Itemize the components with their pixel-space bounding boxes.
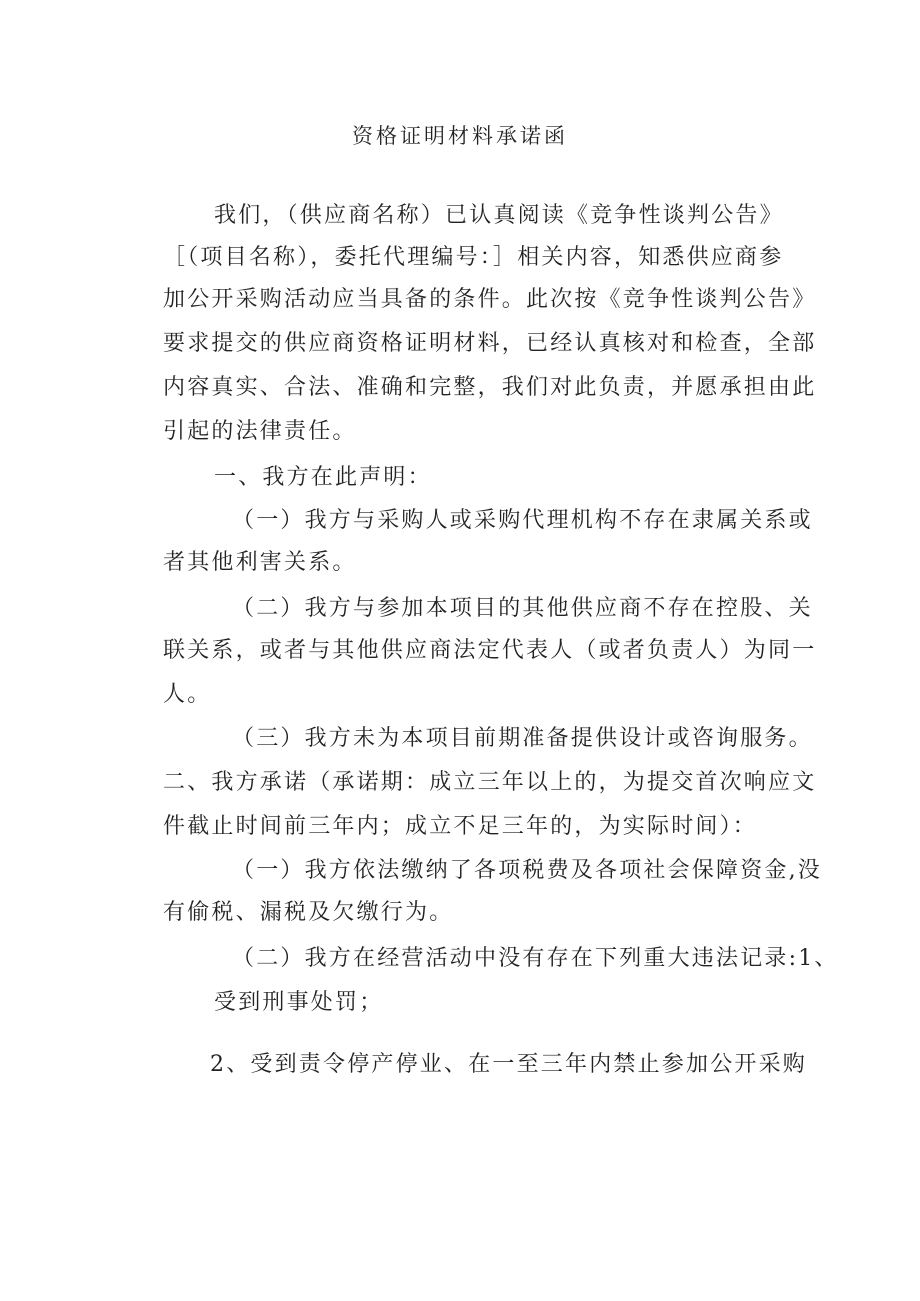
page-title: 资格证明材料承诺函 — [352, 124, 568, 148]
paragraph-line: 件截止时间前三年内；成立不足三年的，为实际时间）： — [163, 814, 758, 839]
paragraph-line: 我们，（供应商名称）已认真阅读《竞争性谈判公告》 — [214, 203, 784, 228]
paragraph-line: 2、受到责令停产停业、在一至三年内禁止参加公开采购 — [210, 1052, 807, 1077]
paragraph-line: （二）我方在经营活动中没有存在下列重大违法记录:1、 — [232, 946, 839, 971]
paragraph-line: （一）我方与采购人或采购代理机构不存在隶属关系或 — [232, 508, 813, 533]
paragraph-line: 加公开采购活动应当具备的条件。此次按《竞争性谈判公告》 — [163, 287, 817, 312]
paragraph-line: （三）我方未为本项目前期准备提供设计或咨询服务。 — [232, 726, 813, 751]
paragraph-line: ［（项目名称），委托代理编号：］相关内容，知悉供应商参 — [163, 245, 784, 270]
paragraph-line: （二）我方与参加本项目的其他供应商不存在控股、关 — [232, 596, 813, 621]
paragraph-line: 受到刑事处罚； — [214, 990, 384, 1015]
paragraph-line: 有偷税、漏税及欠缴行为。 — [163, 900, 454, 925]
paragraph-line: 人。 — [163, 682, 212, 707]
section-heading: 二、我方承诺（承诺期：成立三年以上的，为提交首次响应文 — [163, 770, 817, 795]
section-heading: 一、我方在此声明： — [214, 465, 432, 490]
paragraph-line: 要求提交的供应商资格证明材料，已经认真核对和检查，全部 — [163, 331, 817, 356]
paragraph-line: 内容真实、合法、准确和完整，我们对此负责，并愿承担由此 — [163, 375, 817, 400]
paragraph-line: 引起的法律责任。 — [163, 419, 357, 444]
paragraph-line: （一）我方依法缴纳了各项税费及各项社会保障资金,没 — [232, 858, 822, 883]
paragraph-line: 者其他利害关系。 — [163, 550, 357, 575]
paragraph-line: 联关系，或者与其他供应商法定代表人（或者负责人）为同一 — [163, 638, 817, 663]
